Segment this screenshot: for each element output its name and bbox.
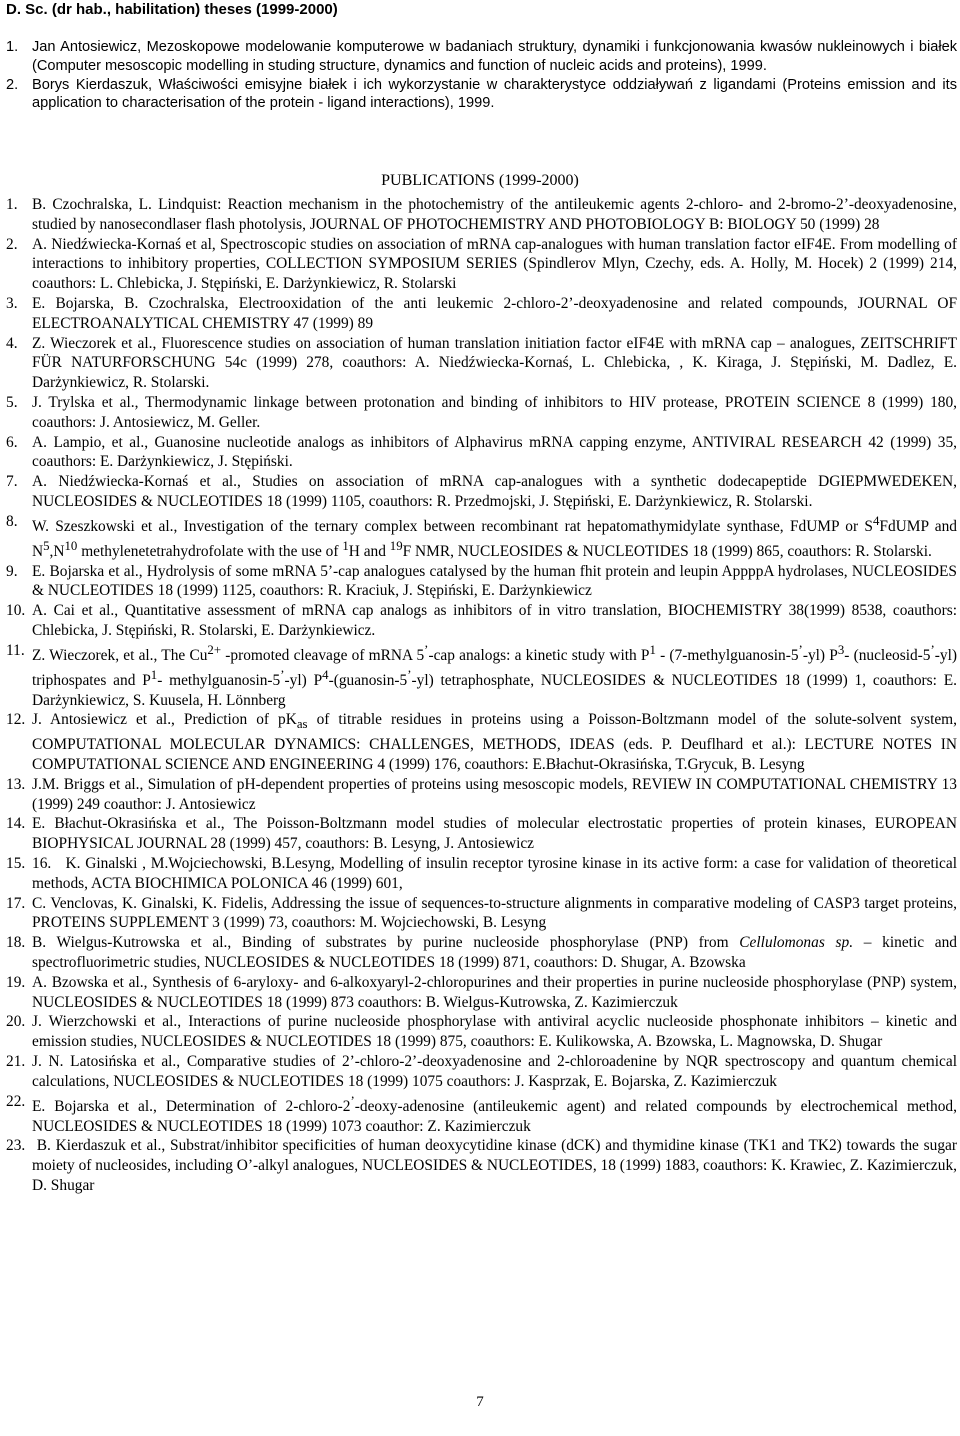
publication-number: 2. <box>6 235 18 253</box>
publication-number: 22. <box>6 1092 26 1110</box>
publication-item <box>6 195 957 235</box>
thesis-number: 1. <box>6 39 19 55</box>
publication-number: 6. <box>6 433 18 451</box>
publication-text: B. Kierdaszuk et al., Substrat/inhibitor specificities of human deoxycytidine kinase (dCK) and thymidine kinase (TK1 and TK2) towards the sugar moiety of nucleosides, including O’-alkyl analogues, NUCLEOSIDES & NUCLEOTIDES, 18 (1999) 1883, coauthors: K. Krawiec, Z. Kazimierczuk, D. Shugar <box>32 1137 957 1194</box>
publication-number: 13. <box>6 775 26 793</box>
publication-number: 5. <box>6 393 18 411</box>
publication-number: 1. <box>6 196 18 213</box>
publication-number: 7. <box>6 473 18 491</box>
publication-text: E. Bojarska et al., Determination of 2-chloro-2’-deoxy-adenosine (antileukemic agent) and related compounds by electrochemical method, NUCLEOSIDES & NUCLEOTIDES 18 (1999) 1073 coauthor: Z. Kazimierczuk <box>32 1093 957 1135</box>
publication-text: A. Bzowska et al., Synthesis of 6-aryloxy- and 6-alkoxyaryl-2-chloropurines and their properties in purine nucleoside phosphorylase (PNP) system, NUCLEOSIDES & NUCLEOTIDES 18 (1999) 873 coauthors: B. Wielgus-Kutrowska, Z. Kazimierczuk <box>32 973 957 1011</box>
publication-number: 3. <box>6 294 18 312</box>
publication-text: Z. Wieczorek, et al., The $Cu^{2+}$ -promoted cleavage of mRNA 5’-cap analogs: a kinetic study with $P^1$ - (7-methylguanosin-5’-yl) $P^3-$ (nucleosid-5’-yl) triphospates and $P^1-$ methylguanosin-5’-yl) $P^4-(guanosin-5^’-yl)$ tetraphosphate, NUCLEOSIDES & NUCLEOTIDES 18 (1999) 1, coauthors: E. Darżynkiewicz, S. Kuusela, H. Lönnberg <box>32 642 958 709</box>
publication-item <box>6 854 957 894</box>
publication-item <box>6 433 957 473</box>
publication-text: A. Niedźwiecka-Kornaś et al, Spectroscopic studies on association of mRNA cap-analogues with human translation factor eIF4E. From modelling of interactions to inhibitory properties, COLLECTION SYMPOSIUM SERIES (Spindlerov Mlyn, Czechy, eds. A. Holly, M. Hocek) 2 (1999) 214, coauthors: L. Chlebicka, J. Stępiński, E. Darżynkiewicz, R. Stolarski <box>32 235 957 293</box>
publication-text: E. Bojarska, B. Czochralska, Electrooxidation of the anti leukemic 2-chloro-2’-deoxyadenosine and related compounds, JOURNAL OF ELECTROANALYTICAL CHEMISTRY 47 (1999) 89 <box>32 294 957 332</box>
publication-number: 21. <box>6 1053 26 1071</box>
publication-text: 16. K. Ginalski , M.Wojciechowski, B.Lesyng, Modelling of insulin receptor tyrosine kinase in its active form: a case for validation of theoretical methods, ACTA BIOCHIMICA POLONICA 46 (1999) 601, <box>32 855 957 892</box>
publication-item <box>6 973 957 1013</box>
thesis-item <box>6 38 957 76</box>
publication-number: 8. <box>6 512 18 530</box>
publication-text: J. Wierzchowski et al., Interactions of purine nucleoside phosphorylase with antiviral acyclic nucleoside phosphonate inhibitors – kinetic and emission studies, NUCLEOSIDES & NUCLEOTIDES 18 (1999) 875, coauthors: E. Kulikowska, A. Bzowska, L. Magnowska, D. Shugar <box>32 1013 957 1051</box>
publication-number: 9. <box>6 562 18 580</box>
publication-text: E. Bojarska et al., Hydrolysis of some mRNA 5’-cap analogues catalysed by the human fhit protein and leupin AppppA hydrolases, NUCLEOSIDES & NUCLEOTIDES 18 (1999) 1125, coauthors: R. Kraciuk, J. Stępiński, E. Darżynkiewicz <box>32 562 957 600</box>
publication-number: 23. <box>6 1137 26 1155</box>
theses-list <box>6 38 957 113</box>
publication-number: 15. <box>6 855 26 873</box>
publication-item <box>6 814 957 854</box>
publication-item <box>6 1012 957 1052</box>
publication-number: 4. <box>6 334 18 352</box>
publication-item <box>6 710 957 774</box>
page-number: 7 <box>476 1394 484 1410</box>
publication-number: 18. <box>6 934 26 952</box>
publication-text: E. Błachut-Okrasińska et al., The Poisson-Boltzmann model studies of molecular electrostatic properties of protein kinases, EUROPEAN BIOPHYSICAL JOURNAL 28 (1999) 457, coauthors: B. Lesyng, J. Antosiewicz <box>32 815 957 853</box>
publication-text: Z. Wieczorek et al., Fluorescence studies on association of human translation initiation factor eIF4E with mRNA cap – analogues, ZEITSCHRIFT FÜR NATURFORSCHUNG 54c (1999) 278, coauthors: A. Niedźwiecka-Kornaś, L. Chlebicka, , K. Kiraga, J. Stępiński, M. Dadlez, E. Darżynkiewicz, R. Stolarski. <box>32 334 957 392</box>
thesis-item <box>6 76 957 114</box>
publication-number: 11. <box>6 641 25 659</box>
publication-item <box>6 1136 957 1195</box>
publication-item <box>6 294 957 334</box>
publication-item <box>6 894 957 934</box>
publication-item <box>6 235 957 294</box>
publication-item <box>6 601 957 641</box>
publication-text: J. Trylska et al., Thermodynamic linkage between protonation and binding of inhibitors to HIV protease, PROTEIN SCIENCE 8 (1999) 180, coauthors: J. Antosiewicz, M. Geller. <box>32 393 957 431</box>
publication-number: 19. <box>6 973 26 991</box>
publication-item <box>6 562 957 602</box>
publication-item <box>6 472 957 512</box>
publication-item <box>6 512 957 562</box>
publication-text: A. Niedźwiecka-Kornaś et al., Studies on association of mRNA cap-analogues with a synthetic dodecapeptide DGIEPMWEDEKEN, NUCLEOSIDES & NUCLEOTIDES 18 (1999) 1105, coauthors: R. Przedmojski, J. Stępiński, E. Darżynkiewicz, R. Stolarski. <box>32 473 957 510</box>
publication-text: J.M. Briggs et al., Simulation of pH-dependent properties of proteins using mesoscopic models, REVIEW IN COMPUTATIONAL CHEMISTRY 13 (1999) 249 coauthor: J. Antosiewicz <box>32 775 957 813</box>
publication-text: A. Lampio, et al., Guanosine nucleotide analogs as inhibitors of Alphavirus mRNA capping enzyme, ANTIVIRAL RESEARCH 42 (1999) 35, coauthors: E. Darżynkiewicz, J. Stępiński. <box>32 433 957 471</box>
publication-text: W. Szeszkowski et al., Investigation of the ternary complex between recombinant rat hepatomathymidylate synthase, FdUMP or $S^4FdUMP$ and $N^5,N^{10}$ methylenetetrahydrofolate with the use of $^1$H and $^{19}$F NMR, NUCLEOSIDES & NUCLEOTIDES 18 (1999) 865, coauthors: R. Stolarski. <box>32 513 957 560</box>
publication-text: C. Venclovas, K. Ginalski, K. Fidelis, Addressing the issue of sequences-to-structure alignments in comparative modeling of CASP3 target proteins, PROTEINS SUPPLEMENT 3 (1999) 73, coauthors: M. Wojciechowski, B. Lesyng <box>32 894 957 932</box>
publication-item <box>6 1052 957 1092</box>
publication-number: 14. <box>6 815 26 833</box>
publication-item <box>6 775 957 815</box>
publications-list <box>6 195 957 1196</box>
thesis-text: Borys Kierdaszuk, Właściwości emisyjne białek i ich wykorzystanie w charakterystyce oddziaływań z ligandami (Proteins emission and its application to characterisation of the protein - ligand interactions), 1999. <box>32 76 957 112</box>
publication-item <box>6 393 957 433</box>
publication-text: A. Cai et al., Quantitative assessment of mRNA cap analogs as inhibitors of in vitro translation, BIOCHEMISTRY 38(1999) 8538, coauthors: Chlebicka, J. Stępiński, R. Stolarski, E. Darżynkiewicz. <box>32 602 957 639</box>
publication-item <box>6 1092 957 1137</box>
thesis-text: Jan Antosiewicz, Mezoskopowe modelowanie komputerowe w badaniach struktury, dynamiki i funkcjonowania kwasów nukleinowych i białek (Computer mesoscopic modelling in studing structure, dynamics and function of nucleic acids and proteins), 1999. <box>32 39 957 74</box>
thesis-number: 2. <box>6 76 19 93</box>
publication-item <box>6 641 957 711</box>
publication-item <box>6 933 957 973</box>
publications-title: PUBLICATIONS (1999-2000) <box>381 172 579 189</box>
publication-text: B. Wielgus-Kutrowska et al., Binding of substrates by purine nucleoside phosphorylase (PNP) from Cellulomonas sp. – kinetic and spectrofluorimetric studies, NUCLEOSIDES & NUCLEOTIDES 18 (1999) 871, coauthors: D. Shugar, A. Bzowska <box>32 934 957 972</box>
publication-text: B. Czochralska, L. Lindquist: Reaction mechanism in the photochemistry of the antileukemic agents 2-chloro- and 2-bromo-2’-deoxyadenosine, studied by nanosecondlaser flash photolysis, JOURNAL OF PHOTOCHEMISTRY AND PHOTOBIOLOGY B: BIOLOGY 50 (1999) 28 <box>32 196 957 233</box>
publication-number: 17. <box>6 894 26 912</box>
publication-number: 10. <box>6 602 26 620</box>
publication-text: J. N. Latosińska et al., Comparative studies of 2’-chloro-2’-deoxyadenosine and 2-chloroadenine by NQR spectroscopy and quantum chemical calculations, NUCLEOSIDES & NUCLEOTIDES 18 (1999) 1075 coauthors: J. Kasprzak, E. Bojarska, Z. Kazimierczuk <box>32 1053 957 1090</box>
page-heading: D. Sc. (dr hab., habilitation) theses (1999-2000) <box>6 1 338 18</box>
publication-number: 20. <box>6 1013 26 1031</box>
publication-item <box>6 334 957 393</box>
publication-text: J. Antosiewicz et al., Prediction of $pK_{as}$ of titrable residues in proteins using a Poisson-Boltzmann model of the solute-solvent system, COMPUTATIONAL MOLECULAR DYNAMICS: CHALLENGES, METHODS, IDEAS (eds. P. Deuflhard et al.): LECTURE NOTES IN COMPUTATIONAL SCIENCE AND ENGINEERING 4 (1999) 176, coauthors: E.Błachut-Okrasińska, T.Grycuk, B. Lesyng <box>32 711 958 774</box>
publication-number: 12. <box>6 711 26 729</box>
